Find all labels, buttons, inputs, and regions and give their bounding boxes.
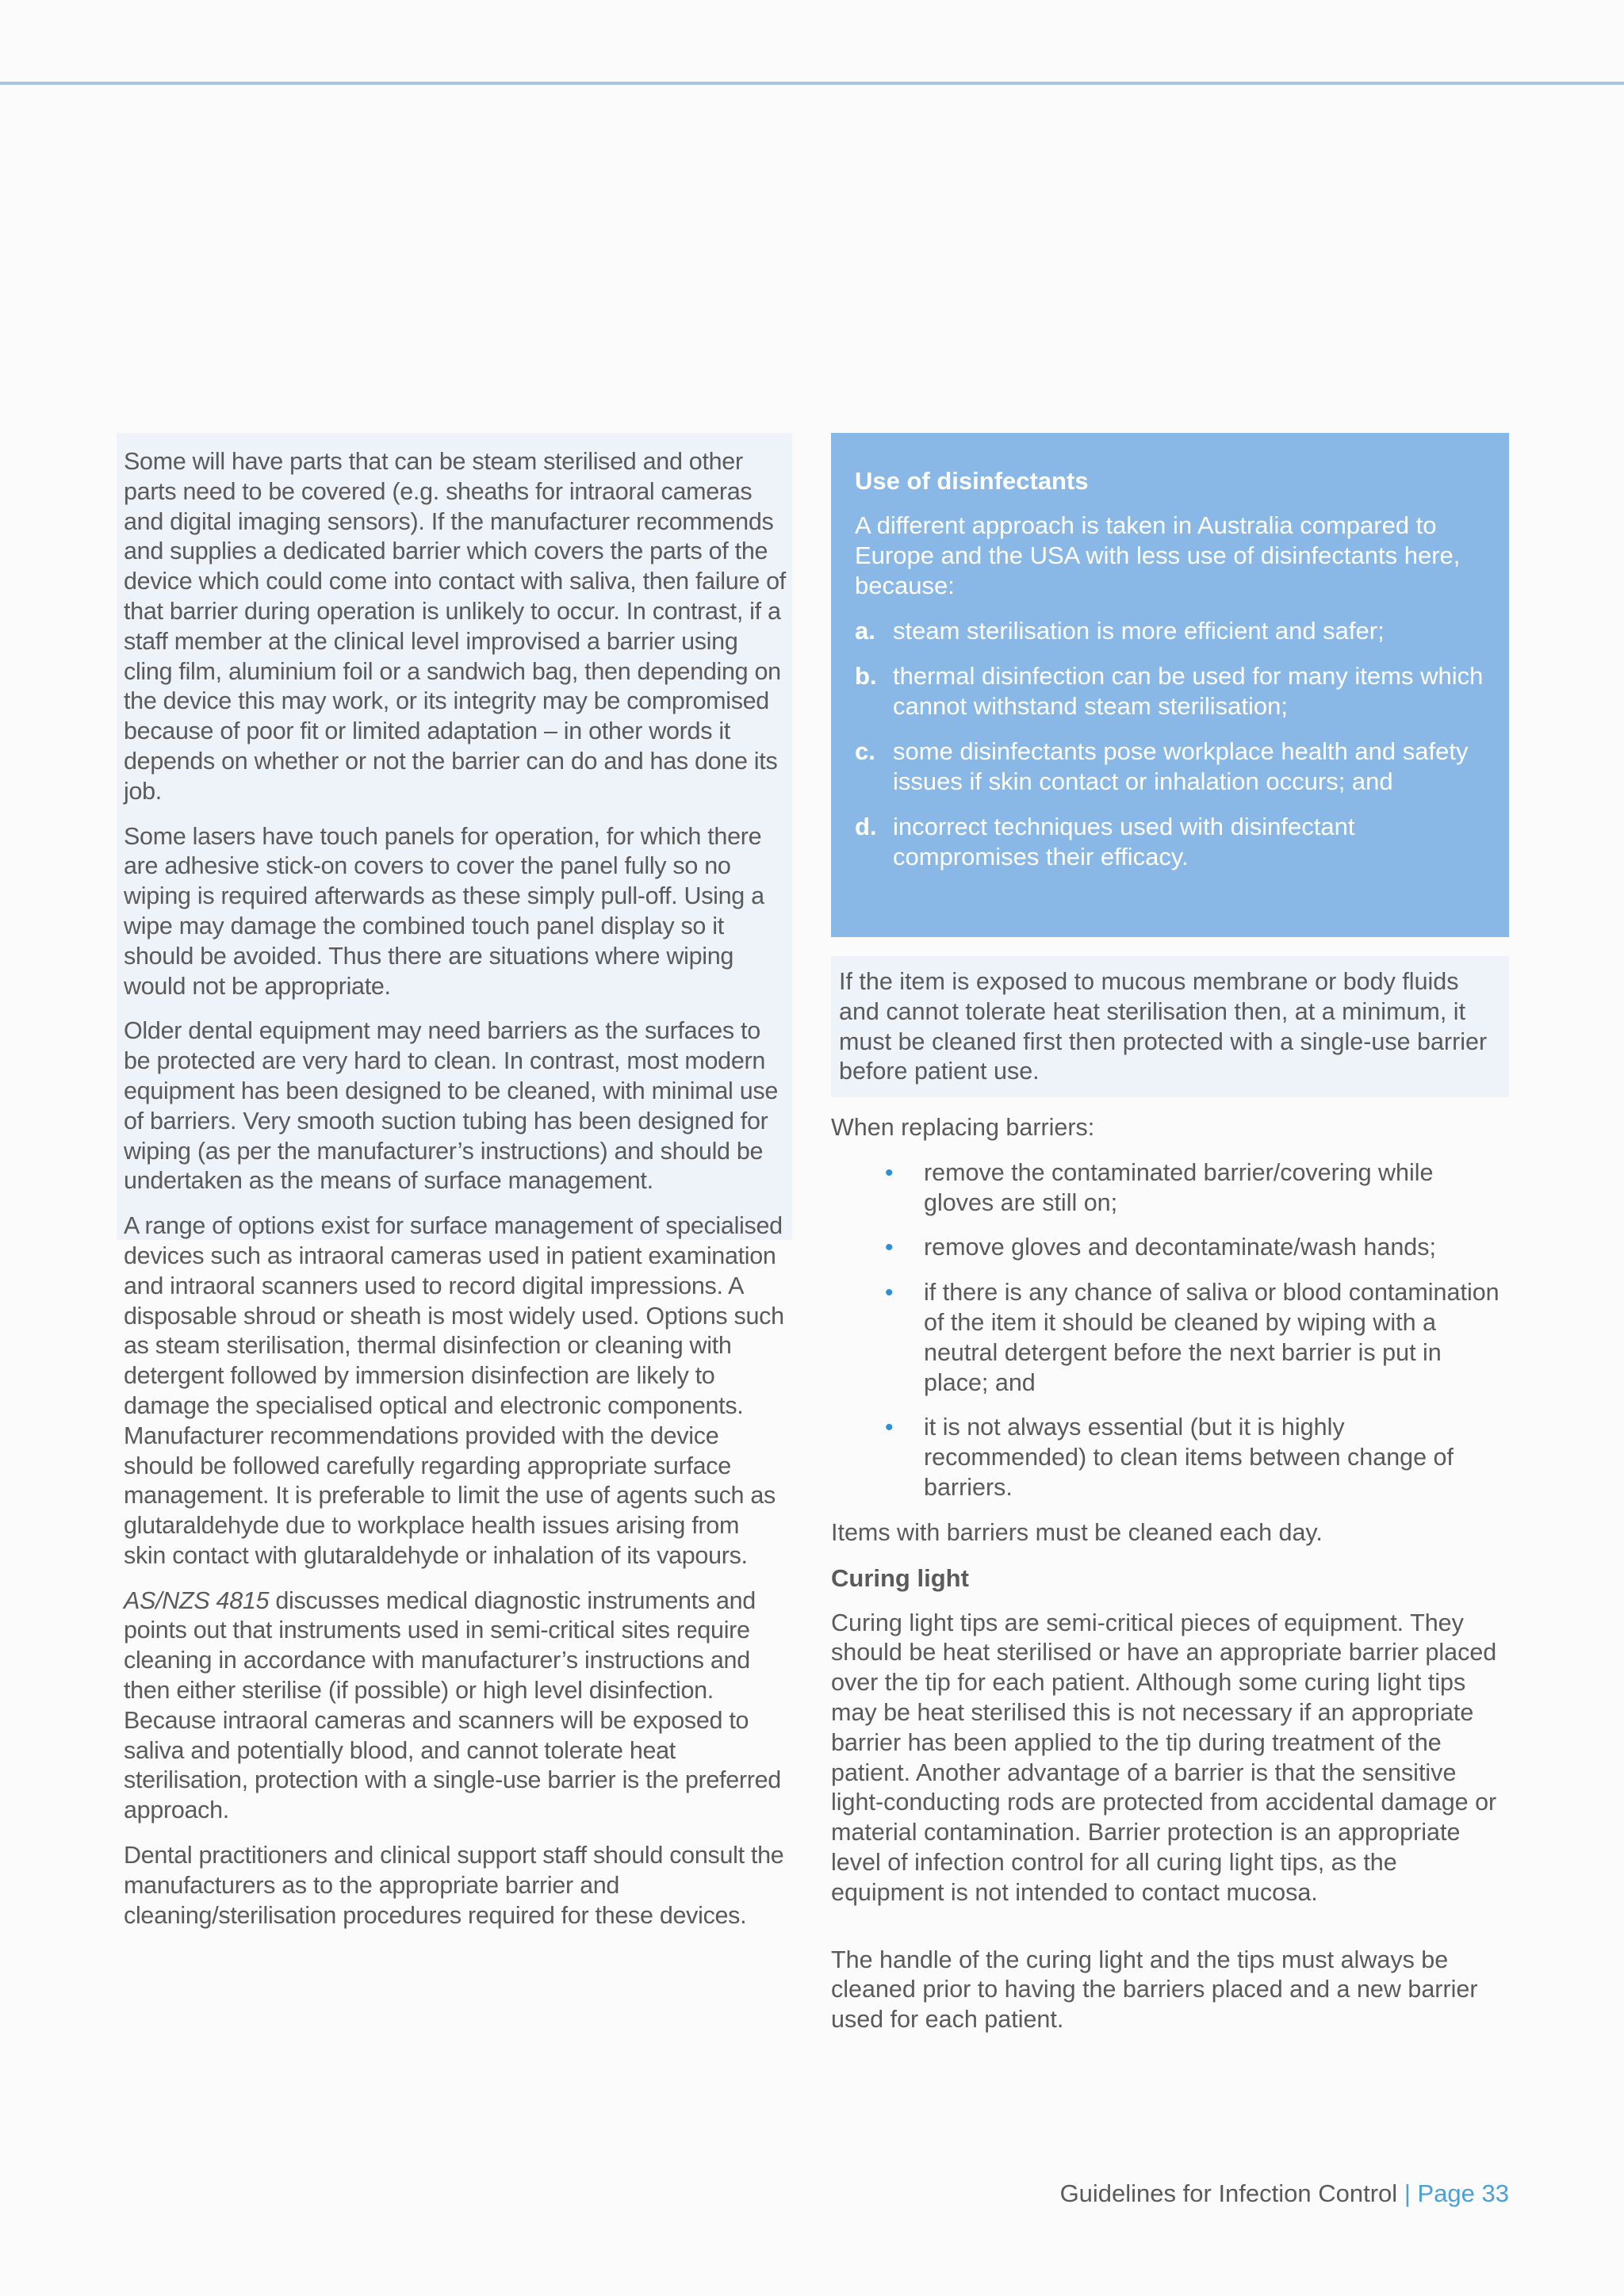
footer-doc-title: Guidelines for Infection Control: [1059, 2179, 1398, 2207]
disinfectants-list: [855, 616, 1484, 872]
replacing-barriers-list: [831, 1158, 1509, 1503]
list-item: [831, 1413, 1509, 1502]
paragraph-consult-manufacturers: Dental practitioners and clinical support staff should consult the manufacturers as to the appropriate barrier and cleaning/sterilisation procedures required for these devices.: [124, 1842, 784, 1929]
right-column: [831, 1113, 1509, 2050]
curing-light-heading: Curing light: [831, 1563, 969, 1592]
list-item-text: some disinfectants pose workplace health and safety issues if skin contact or inhalation occurs; and: [893, 737, 1469, 795]
list-marker: a.: [855, 617, 875, 645]
standard-paragraph-text: discusses medical diagnostic instruments and points out that instruments used in semi-critical sites require cleaning in accordance with manufacturer’s instructions and then either sterilise (if possible) or high level disinfection. Because intraoral cameras and scanners will be exposed to saliva and potentially blood, and cannot tolerate heat sterilisation, protection with a single-use barrier is the preferred approach.: [124, 1586, 781, 1824]
paragraph-older-equipment: Older dental equipment may need barriers as the surfaces to be protected are very hard to clean. In contrast, most modern equipment has been designed to be cleaned, with minimal use of barriers. Very smooth suction tubing has been designed for wiping (as per the manufacturer’s instructions) and should be undertaken as the means of surface management.: [124, 1017, 778, 1195]
disinfectants-title: Use of disinfectants: [855, 467, 1089, 495]
list-item: [831, 1278, 1509, 1398]
page-number: Page 33: [1417, 2179, 1509, 2207]
daily-cleaning-note: Items with barriers must be cleaned each day.: [831, 1518, 1323, 1546]
page-footer: [1060, 2179, 1509, 2209]
paragraph-specialised-devices: A range of options exist for surface management of specialised devices such as intraoral cameras used in patient examination and intraoral scanners used to record digital impressions. A disposable shroud or sheath is most widely used. Options such as steam sterilisation, thermal disinfection or cleaning with detergent followed by immersion disinfection are likely to damage the specialised optical and electronic components. Manufacturer recommendations provided with the device should be followed carefully regarding appropriate surface management. It is preferable to limit the use of agents such as glutaraldehyde due to workplace health issues arising from skin contact with glutaraldehyde or inhalation of its vapours.: [124, 1212, 784, 1569]
standard-reference: AS/NZS 4815: [124, 1586, 270, 1614]
left-shaded-panel: [117, 433, 792, 1929]
paragraph-laser-touch-panels: Some lasers have touch panels for operation, for which there are adhesive stick-on covers to cover the panel fully so no wiping is required afterwards as these simply pull-off. Using a wipe may damage the combined touch panel display so it should be avoided. Thus there are situations where wiping would not be appropriate.: [124, 822, 764, 1000]
header-rule: [0, 82, 1624, 85]
list-item-text: steam sterilisation is more efficient and safer;: [893, 617, 1385, 645]
list-item-text: it is not always essential (but it is highly recommended) to clean items between change of barriers.: [924, 1414, 1454, 1501]
footer-separator: |: [1404, 2179, 1411, 2207]
list-item: [855, 737, 1484, 797]
list-item: [855, 616, 1484, 646]
curing-light-handle-paragraph: The handle of the curing light and the tips must always be cleaned prior to having the barriers placed and a new barrier used for each patient.: [831, 1946, 1478, 2034]
bullet-icon: •: [885, 1234, 894, 1261]
disinfectants-intro: A different approach is taken in Australia compared to Europe and the USA with less use of disinfectants here, because:: [855, 511, 1461, 599]
list-marker: c.: [855, 737, 875, 765]
bullet-icon: •: [885, 1159, 894, 1186]
disinfectants-box: [831, 433, 1509, 937]
list-marker: b.: [855, 662, 877, 690]
list-item-text: remove the contaminated barrier/covering while gloves are still on;: [924, 1158, 1434, 1216]
paragraph-dedicated-barriers: Some will have parts that can be steam sterilised and other parts need to be covered (e.g. sheaths for intraoral cameras and digital imaging sensors). If the manufacturer recommends and supplies a dedicated barrier which covers the parts of the device which could come into contact with saliva, then failure of that barrier during operation is unlikely to occur. In contrast, if a staff member at the clinical level improvised a barrier using cling film, aluminium foil or a sandwich bag, then depending on the device this may work, or its integrity may be compromised because of poor fit or limited adaptation – in other words it depends on whether or not the barrier can do and has done its job.: [124, 448, 786, 805]
callout-text: If the item is exposed to mucous membrane or body fluids and cannot tolerate heat sterilisation then, at a minimum, it must be cleaned first then protected with a single-use barrier before patient use.: [839, 968, 1488, 1085]
list-item: [855, 812, 1484, 872]
list-item: [855, 661, 1484, 721]
mucous-membrane-callout: [831, 956, 1509, 1097]
list-item-text: thermal disinfection can be used for many items which cannot withstand steam sterilisation;: [893, 662, 1484, 720]
bullet-icon: •: [885, 1280, 894, 1307]
list-item: [831, 1233, 1509, 1263]
paragraph-standard-reference: [124, 1586, 786, 1826]
list-item: [831, 1158, 1509, 1219]
replacing-barriers-intro: When replacing barriers:: [831, 1114, 1095, 1141]
list-item-text: incorrect techniques used with disinfectant compromises their efficacy.: [893, 813, 1355, 871]
bullet-icon: •: [885, 1414, 894, 1441]
list-item-text: if there is any chance of saliva or blood contamination of the item it should be cleaned by wiping with a neutral detergent before the next barrier is put in place; and: [924, 1279, 1500, 1396]
list-marker: d.: [855, 813, 877, 840]
curing-light-paragraph: Curing light tips are semi-critical pieces of equipment. They should be heat sterilised or have an appropriate barrier placed over the tip for each patient. Although some curing light tips may be heat sterilised this is not necessary if an appropriate barrier has been applied to the tip during treatment of the patient. Another advantage of a barrier is that the sensitive light-conducting rods are protected from accidental damage or material contamination. Barrier protection is an appropriate level of infection control for all curing light tips, as the equipment is not intended to contact mucosa.: [831, 1609, 1497, 1906]
list-item-text: remove gloves and decontaminate/wash hands;: [924, 1234, 1436, 1261]
